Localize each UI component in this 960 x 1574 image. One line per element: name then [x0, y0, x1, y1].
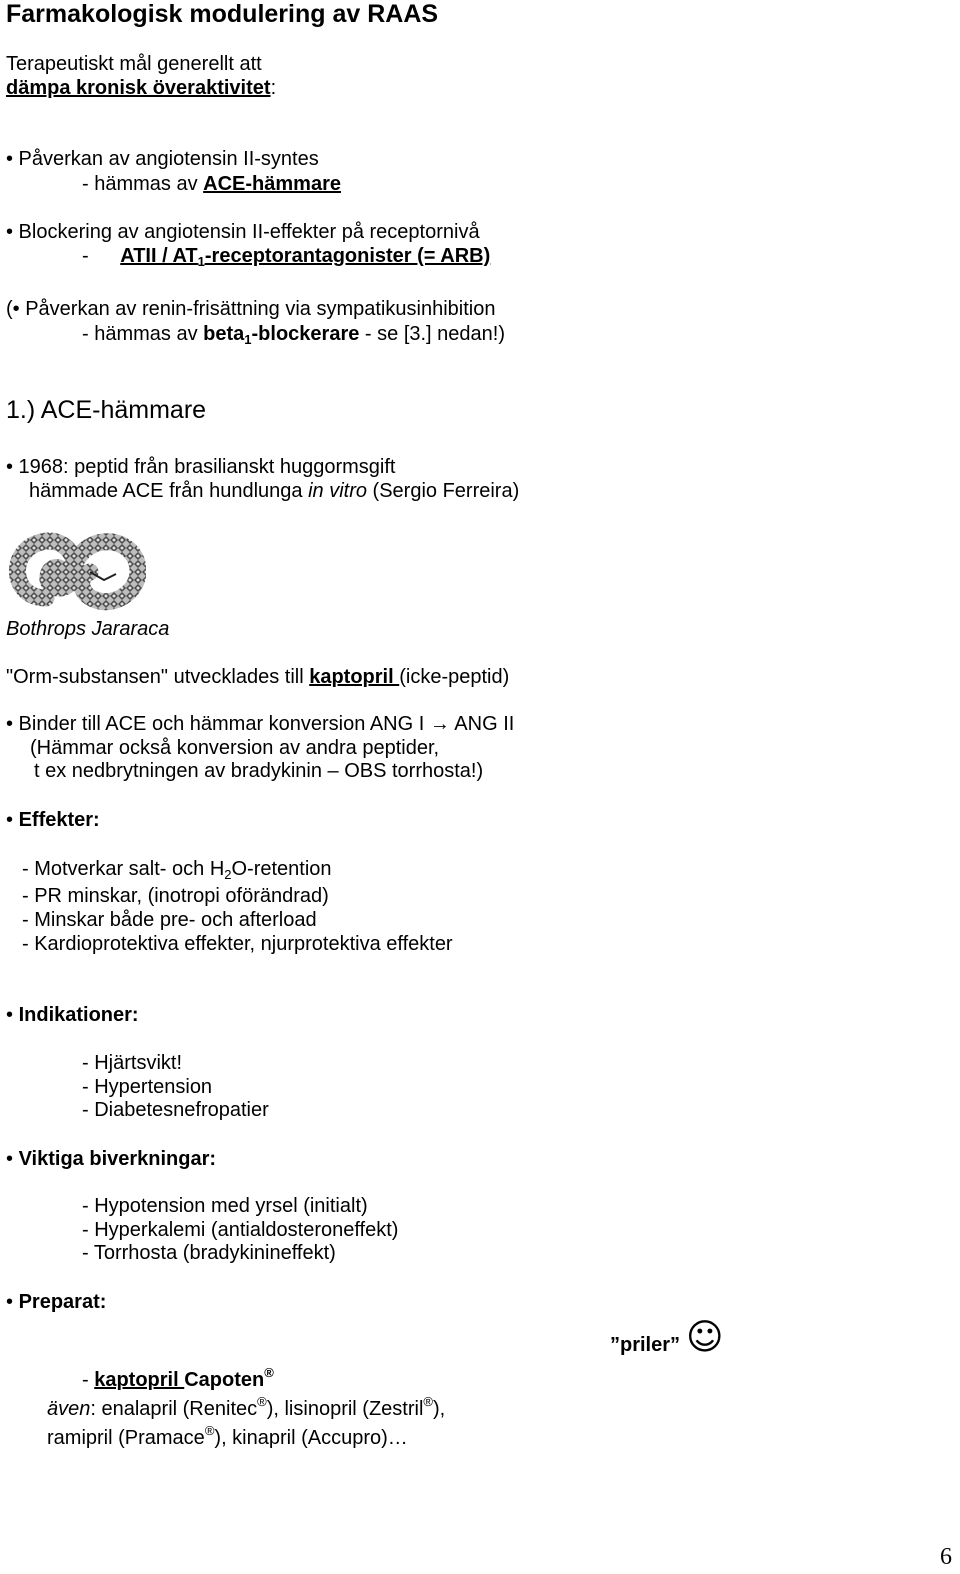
indikationer-label: Indikationer:: [18, 1004, 139, 1026]
effect-3: - Minskar både pre- och afterload: [22, 909, 317, 931]
intro-colon: :: [270, 77, 277, 99]
effect-4: - Kardioprotektiva effekter, njurprotektiva effekter: [22, 933, 453, 955]
beta-pre: beta: [203, 323, 245, 345]
snake-caption: Bothrops Jararaca: [6, 618, 170, 640]
history-line-2: [29, 479, 519, 503]
side-effect-2: - Hyperkalemi (antialdosteroneffekt): [82, 1219, 399, 1241]
beta-post: -blockerare: [251, 323, 360, 345]
prep3-b: ), kinapril (Accupro)…: [214, 1427, 408, 1449]
raas-b2-dash: -: [82, 245, 89, 267]
indikationer-heading: [6, 1003, 139, 1027]
bullet: •: [6, 1291, 14, 1313]
preparat-line-1: [82, 1365, 274, 1392]
biverkningar-heading: [6, 1147, 216, 1171]
ace-inhibitor-term: ACE-hämmare: [203, 173, 341, 195]
raas-bullet-1-sub: [82, 172, 341, 196]
side-effect-1: - Hypotension med yrsel (initialt): [82, 1195, 368, 1217]
hist2-pre: hämmade ACE från hundlunga: [29, 480, 309, 502]
arrow-right-icon: →: [429, 713, 450, 735]
preparat-label: Preparat:: [18, 1291, 107, 1313]
beta-sub: 1: [244, 332, 252, 347]
biverkningar-label: Viktiga biverkningar:: [18, 1148, 217, 1170]
page-number: 6: [940, 1544, 952, 1570]
bullet: •: [6, 1148, 14, 1170]
indication-1: - Hjärtsvikt!: [82, 1052, 182, 1074]
prep1-dash: -: [82, 1369, 95, 1391]
bullet: •: [6, 809, 14, 831]
prep2-b: ), lisinopril (Zestril: [266, 1398, 424, 1420]
effect-1: [22, 857, 332, 881]
kaptopril-prep: kaptopril: [94, 1369, 185, 1391]
capoten-brand: Capoten: [184, 1369, 265, 1391]
arb-sub: 1: [197, 254, 205, 269]
hist2-post: (Sergio Ferreira): [366, 480, 520, 502]
aven-italic: även: [47, 1398, 91, 1420]
indication-3: - Diabetesnefropatier: [82, 1099, 269, 1121]
arb-term: [120, 245, 490, 267]
effect-1-sub: 2: [224, 867, 232, 882]
effekter-heading: [6, 808, 100, 832]
bullet: •: [6, 1004, 14, 1026]
prep2-c: ),: [433, 1398, 446, 1420]
effect-1-pre: - Motverkar salt- och H: [22, 858, 225, 880]
priler-note: ”priler”: [610, 1334, 681, 1356]
intro-emphasis: dämpa kronisk överaktivitet: [6, 77, 271, 99]
history-line-1: • 1968: peptid från brasilianskt huggormsgift: [6, 456, 396, 478]
section-heading-ace: 1.) ACE-hämmare: [6, 396, 207, 424]
binder-line-2: (Hämmar också konversion av andra peptider,: [30, 737, 440, 759]
registered-mark: ®: [204, 1423, 215, 1438]
smiley-icon: ☺: [686, 1317, 724, 1358]
arb-post: -receptorantagonister (= ARB): [204, 245, 491, 267]
orm-pre: "Orm-substansen" utvecklades till: [6, 666, 310, 688]
binder-pre: • Binder till ACE och hämmar konversion ANG I: [6, 713, 430, 735]
raas-b3-post: - se [3.] nedan!): [359, 323, 505, 345]
preparat-line-2: [47, 1394, 446, 1421]
kaptopril-term: kaptopril: [309, 666, 400, 688]
indication-2: - Hypertension: [82, 1076, 213, 1098]
preparat-heading: [6, 1290, 106, 1314]
raas-bullet-3: (• Påverkan av renin-frisättning via sympatikusinhibition: [6, 298, 496, 320]
registered-mark: ®: [423, 1394, 433, 1409]
beta-blocker-term: [203, 323, 359, 345]
orm-post: (icke-peptid): [399, 666, 510, 688]
side-effect-3: - Torrhosta (bradykinineffekt): [82, 1242, 336, 1264]
effekter-label: Effekter:: [18, 809, 100, 831]
prep3-a: ramipril (Pramace: [47, 1427, 205, 1449]
raas-bullet-2: • Blockering av angiotensin II-effekter på receptornivå: [6, 221, 480, 243]
registered-mark: ®: [257, 1394, 267, 1409]
binder-line-1: [6, 712, 514, 736]
raas-b1-sub-text: - hämmas av: [82, 173, 204, 195]
prep2-a: : enalapril (Renitec: [90, 1398, 258, 1420]
orm-substance-line: [6, 665, 509, 689]
page-title: Farmakologisk modulering av RAAS: [6, 0, 439, 28]
registered-mark: ®: [264, 1365, 274, 1380]
hist2-italic: in vitro: [308, 480, 367, 502]
effect-2: - PR minskar, (inotropi oförändrad): [22, 885, 329, 907]
binder-post: ANG II: [449, 713, 515, 735]
snake-image: [6, 528, 146, 614]
raas-b3-pre: - hämmas av: [82, 323, 204, 345]
raas-bullet-1: • Påverkan av angiotensin II-syntes: [6, 148, 319, 170]
binder-line-3: t ex nedbrytningen av bradykinin – OBS torrhosta!): [34, 760, 484, 782]
intro-line-2: [6, 76, 276, 100]
intro-line-1: Terapeutiskt mål generellt att: [6, 53, 262, 75]
effect-1-post: O-retention: [231, 858, 332, 880]
arb-pre: ATII / AT: [120, 245, 198, 267]
raas-bullet-3-sub: [82, 322, 505, 346]
preparat-line-3: [47, 1423, 408, 1450]
raas-bullet-2-sub: [82, 244, 490, 268]
